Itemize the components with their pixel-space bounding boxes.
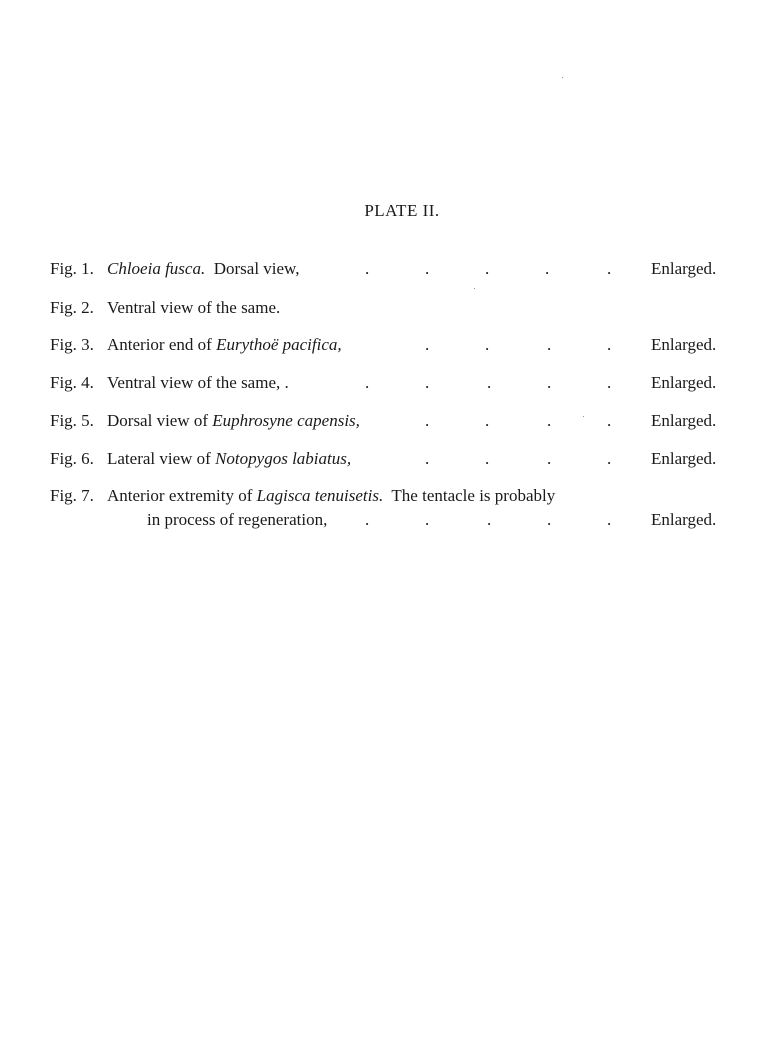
caption-text: Dorsal view, (205, 259, 300, 278)
leader-dot: . (607, 449, 612, 468)
scan-speck (562, 77, 563, 78)
species-name: Eurythoë pacifica, (216, 335, 342, 354)
leader-dot: . (425, 411, 430, 430)
leader-dot: . (485, 259, 490, 278)
leader-dot: . (487, 373, 492, 392)
leader-dot: . (547, 411, 552, 430)
leader-dot: . (607, 259, 612, 278)
figure-entry-5 (0, 409, 776, 433)
leader-dot: . (607, 510, 612, 529)
magnification-label: Enlarged. (651, 449, 717, 468)
leader-dot: . (607, 411, 612, 430)
species-name: Notopygos labiatus, (215, 449, 352, 468)
magnification-label: Enlarged. (651, 335, 717, 354)
figure-caption (107, 484, 555, 508)
figure-label: Fig. 4. (50, 373, 94, 392)
caption-text: Ventral view of the same, . (107, 373, 289, 392)
figure-entry-6 (0, 447, 776, 471)
caption-continuation: in process of regeneration, (147, 510, 328, 529)
leader-dot: . (365, 373, 370, 392)
magnification-label: Enlarged. (651, 411, 717, 430)
leader-dot: . (365, 510, 370, 529)
leader-dot: . (487, 510, 492, 529)
leader-dot: . (425, 510, 430, 529)
leader-dot: . (365, 259, 370, 278)
leader-dot: . (547, 449, 552, 468)
leader-dot: . (485, 335, 490, 354)
magnification-label: Enlarged. (651, 510, 717, 529)
leader-dot: . (547, 373, 552, 392)
figure-entry-7-continuation (0, 508, 776, 532)
figure-label: Fig. 6. (50, 449, 94, 468)
leader-dot: . (607, 335, 612, 354)
leader-dot: . (425, 449, 430, 468)
figure-entry-1 (0, 257, 776, 281)
figure-entry-2 (0, 296, 776, 320)
leader-dots (360, 409, 620, 433)
leader-dot: . (425, 259, 430, 278)
scan-speck (474, 288, 475, 289)
leader-dots (360, 333, 620, 357)
leader-dots (360, 508, 620, 532)
caption-text: Ventral view of the same. (107, 298, 281, 317)
leader-dot: . (547, 510, 552, 529)
magnification-label: Enlarged. (651, 259, 717, 278)
figure-caption (107, 333, 342, 357)
leader-dot: . (425, 373, 430, 392)
leader-dot: . (425, 335, 430, 354)
caption-text: The tentacle is probably (383, 486, 556, 505)
species-name: Euphrosyne capensis, (212, 411, 360, 430)
figure-caption (107, 447, 351, 471)
figure-entry-3 (0, 333, 776, 357)
figure-caption (107, 409, 360, 433)
figure-entry-7 (0, 484, 776, 508)
leader-dot: . (485, 449, 490, 468)
figure-label: Fig. 3. (50, 335, 94, 354)
leader-dot: . (547, 335, 552, 354)
scan-speck (583, 416, 584, 417)
figure-label: Fig. 1. (50, 259, 94, 278)
species-name: Lagisca tenuisetis. (256, 486, 384, 505)
figure-caption (107, 371, 289, 395)
figure-label: Fig. 5. (50, 411, 94, 430)
caption-text: Dorsal view of (107, 411, 213, 430)
caption-text: Anterior end of (107, 335, 217, 354)
figure-label: Fig. 2. (50, 298, 94, 317)
figure-label: Fig. 7. (50, 486, 94, 505)
leader-dots (360, 257, 620, 281)
leader-dots (360, 447, 620, 471)
magnification-label: Enlarged. (651, 373, 717, 392)
figure-entry-4 (0, 371, 776, 395)
species-name: Chloeia fusca. (107, 259, 206, 278)
leader-dot: . (607, 373, 612, 392)
caption-text: Lateral view of (107, 449, 216, 468)
figure-caption (107, 257, 299, 281)
caption-text: Anterior extremity of (107, 486, 257, 505)
leader-dots (360, 371, 620, 395)
leader-dot: . (485, 411, 490, 430)
leader-dot: . (545, 259, 550, 278)
figure-caption (107, 296, 280, 320)
plate-title: PLATE II. (364, 201, 440, 220)
